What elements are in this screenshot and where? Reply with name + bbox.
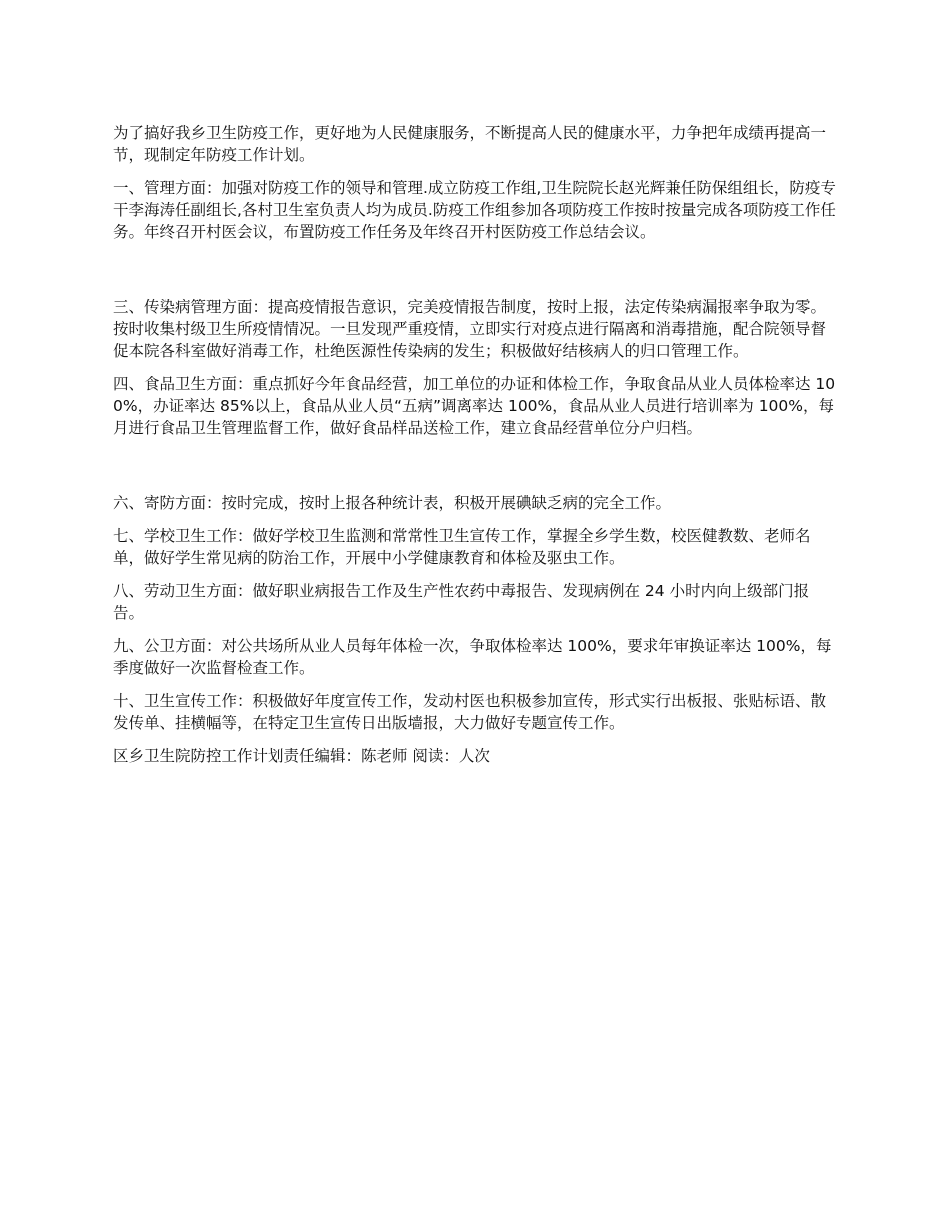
- section-occupational-hygiene: 八、劳动卫生方面：做好职业病报告工作及生产性农药中毒报告、发现病例在 24 小时内向上级部门报告。: [113, 582, 810, 622]
- document-body: [113, 122, 840, 778]
- paragraph-gap: [113, 450, 840, 492]
- section-management: 一、管理方面：加强对防疫工作的领导和管理.成立防疫工作组,卫生院院长赵光辉兼任防保组组长，防疫专干李海涛任副组长,各村卫生室负责人均为成员.防疫工作组参加各项防疫工作按时按量完成各项防疫工作任务。年终召开村医会议，布置防疫工作任务及年终召开村医防疫工作总结会议。: [113, 179, 836, 241]
- section-food-hygiene: 四、食品卫生方面：重点抓好今年食品经营，加工单位的办证和体检工作，争取食品从业人员体检率达 100%，办证率达 85%以上，食品从业人员“五病”调离率达 100%，食品从业人员进行培训率为 100%，每月进行食品卫生管理监督工作，做好食品样品送检工作，建立食品经营单位分户归档。: [113, 375, 836, 437]
- section-infectious-disease: 三、传染病管理方面：提高疫情报告意识，完美疫情报告制度，按时上报，法定传染病漏报率争取为零。按时收集村级卫生所疫情情况。一旦发现严重疫情，立即实行对疫点进行隔离和消毒措施，配合院领导督促本院各科室做好消毒工作，杜绝医源性传染病的发生；积极做好结核病人的归口管理工作。: [113, 298, 827, 360]
- paragraph-gap: [113, 254, 840, 296]
- section-health-publicity: 十、卫生宣传工作：积极做好年度宣传工作，发动村医也积极参加宣传，形式实行出板报、张贴标语、散发传单、挂横幅等，在特定卫生宣传日出版墙报，大力做好专题宣传工作。: [113, 692, 827, 732]
- intro-paragraph: 为了搞好我乡卫生防疫工作，更好地为人民健康服务，不断提高人民的健康水平，力争把年成绩再提高一节，现制定年防疫工作计划。: [113, 124, 827, 164]
- section-public-hygiene: 九、公卫方面：对公共场所从业人员每年体检一次，争取体检率达 100%，要求年审换证率达 100%，每季度做好一次监督检查工作。: [113, 637, 832, 677]
- footer-editor-line: 区乡卫生院防控工作计划责任编辑：陈老师 阅读：人次: [113, 747, 490, 765]
- section-endemic-prevention: 六、寄防方面：按时完成，按时上报各种统计表，积极开展碘缺乏病的完全工作。: [113, 494, 672, 512]
- section-school-hygiene: 七、学校卫生工作：做好学校卫生监测和常常性卫生宣传工作，掌握全乡学生数，校医健教数、老师名单，做好学生常见病的防治工作，开展中小学健康教育和体检及驱虫工作。: [113, 527, 811, 567]
